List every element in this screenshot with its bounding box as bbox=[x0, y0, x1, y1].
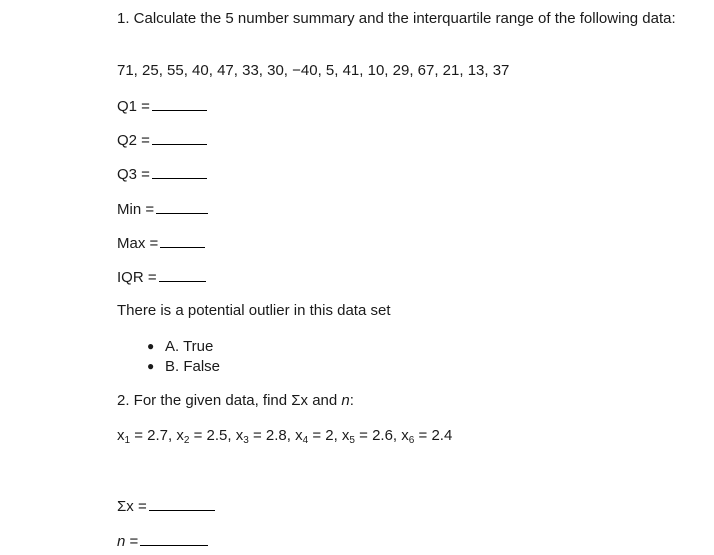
subscript: 3 bbox=[243, 435, 249, 446]
value: = 2.7, bbox=[134, 427, 173, 444]
value: = 2, bbox=[312, 427, 338, 444]
value-x4 bbox=[295, 427, 338, 444]
value-x3 bbox=[236, 427, 291, 444]
question-2-prompt-n: n bbox=[341, 392, 350, 409]
q1-label: Q1 = bbox=[117, 98, 150, 115]
bullet-icon: ● bbox=[147, 359, 155, 373]
max-answer-row bbox=[117, 233, 205, 253]
n-answer-row bbox=[117, 531, 208, 551]
question-1-data: 71, 25, 55, 40, 47, 33, 30, −40, 5, 41, 10, 29, 67, 21, 13, 37 bbox=[117, 62, 510, 79]
q2-answer-blank[interactable] bbox=[152, 130, 207, 145]
q2-label: Q2 = bbox=[117, 132, 150, 149]
q2-answer-row bbox=[117, 130, 207, 150]
q1-answer-row bbox=[117, 96, 207, 116]
question-2-prompt-colon: : bbox=[349, 392, 354, 409]
max-answer-blank[interactable] bbox=[160, 233, 205, 248]
sum-answer-blank[interactable] bbox=[149, 496, 215, 511]
value-x2 bbox=[176, 427, 231, 444]
q3-answer-blank[interactable] bbox=[152, 164, 207, 179]
question-2-prompt-text: 2. For the given data, find Σx and bbox=[117, 392, 342, 409]
min-label: Min = bbox=[117, 201, 155, 218]
n-equals: = bbox=[125, 533, 139, 550]
var-x: x bbox=[176, 427, 184, 444]
question-2-values bbox=[117, 427, 452, 445]
subscript: 4 bbox=[302, 435, 309, 446]
subscript: 2 bbox=[183, 435, 190, 446]
q3-label: Q3 = bbox=[117, 166, 150, 183]
var-x: x bbox=[235, 427, 244, 444]
value-x6 bbox=[401, 427, 452, 444]
min-answer-blank[interactable] bbox=[156, 199, 208, 214]
option-a[interactable] bbox=[147, 337, 213, 356]
var-x: x bbox=[401, 427, 409, 444]
min-answer-row bbox=[117, 199, 208, 219]
question-2-prompt bbox=[117, 392, 354, 410]
question-1-prompt: 1. Calculate the 5 number summary and the interquartile range of the following data: bbox=[117, 10, 676, 27]
max-label: Max = bbox=[117, 235, 159, 252]
subscript: 5 bbox=[349, 435, 355, 446]
value: = 2.4 bbox=[418, 427, 453, 444]
q3-answer-row bbox=[117, 164, 207, 184]
bullet-icon: ● bbox=[147, 339, 155, 353]
q1-answer-blank[interactable] bbox=[152, 96, 207, 111]
var-x: x bbox=[295, 427, 303, 444]
sum-answer-row bbox=[117, 496, 215, 516]
subscript: 1 bbox=[124, 435, 131, 446]
iqr-label: IQR = bbox=[117, 269, 157, 286]
outlier-statement: There is a potential outlier in this data set bbox=[117, 302, 391, 319]
value: = 2.6, bbox=[359, 427, 398, 444]
option-b-label: B. False bbox=[165, 358, 221, 375]
value: = 2.5, bbox=[193, 427, 232, 444]
var-x: x bbox=[117, 427, 125, 444]
n-answer-blank[interactable] bbox=[140, 531, 208, 546]
value-x5 bbox=[342, 427, 397, 444]
value-x1 bbox=[117, 427, 172, 444]
iqr-answer-blank[interactable] bbox=[159, 267, 206, 282]
value: = 2.8, bbox=[252, 427, 291, 444]
option-a-label: A. True bbox=[165, 338, 214, 355]
iqr-answer-row bbox=[117, 267, 206, 287]
option-b[interactable] bbox=[147, 357, 220, 376]
n-label: n bbox=[117, 533, 126, 550]
subscript: 6 bbox=[408, 435, 415, 446]
var-x: x bbox=[341, 427, 350, 444]
sum-label: Σx = bbox=[117, 498, 147, 515]
